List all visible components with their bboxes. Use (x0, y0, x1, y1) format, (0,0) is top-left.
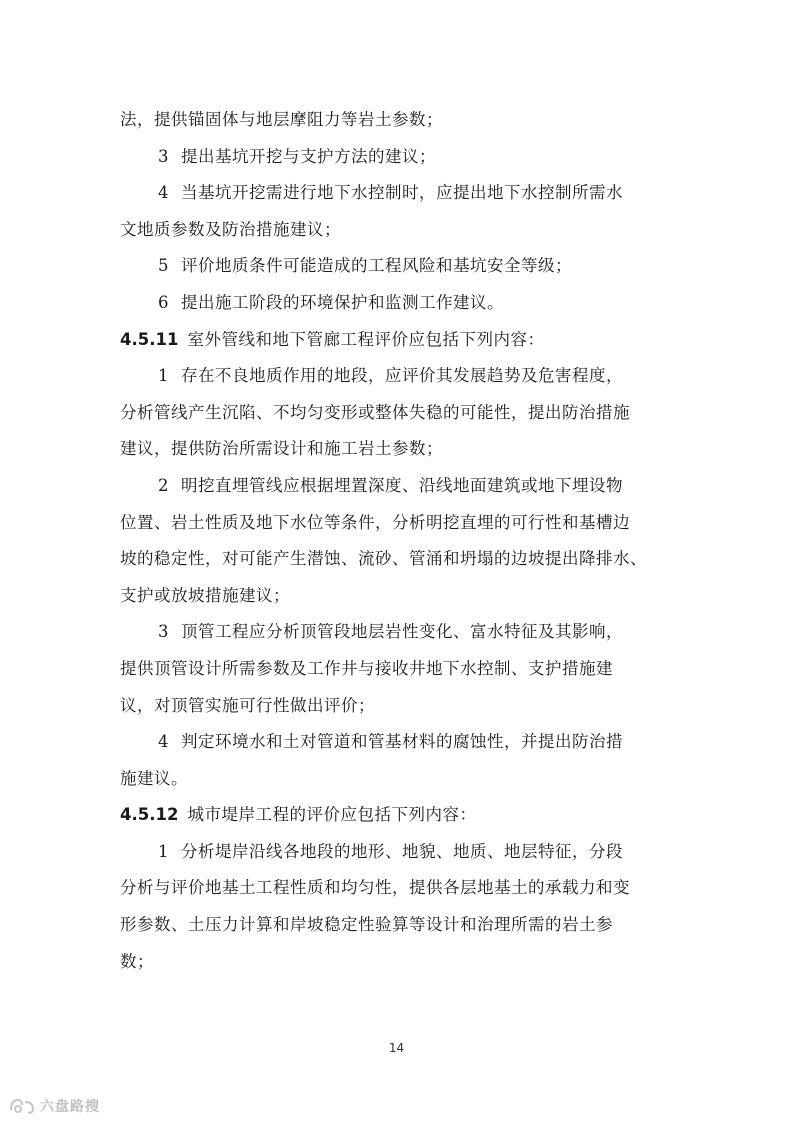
clause-number: 4.5.12 (120, 805, 179, 825)
list-item: 6 提出施工阶段的环境保护和监测工作建议。 (158, 292, 504, 312)
text-line: 支护或放坡措施建议； (120, 585, 290, 605)
list-item: 4 当基坑开挖需进行地下水控制时，应提出地下水控制所需水 (158, 183, 623, 203)
watermark (8, 1096, 100, 1116)
text-line: 形参数、土压力计算和岸坡稳定性验算等设计和治理所需的岩土参 (120, 915, 613, 935)
text-line: 位置、岩土性质及地下水位等条件，分析明挖直埋的可行性和基槽边 (120, 512, 630, 532)
watermark-text: 六盘路搜 (40, 1099, 100, 1115)
list-item: 1 存在不良地质作用的地段，应评价其发展趋势及危害程度， (158, 366, 623, 386)
page-number: 14 (388, 1041, 405, 1055)
text-line: 分析管线产生沉陷、不均匀变形或整体失稳的可能性，提出防治措施 (120, 402, 630, 422)
item-number: 2 (158, 475, 169, 495)
item-number: 4 (158, 732, 169, 752)
list-item: 1 分析堤岸沿线各地段的地形、地貌、地质、地层特征，分段 (158, 841, 623, 861)
item-number: 1 (158, 841, 169, 861)
item-number: 4 (158, 183, 169, 203)
text-line: 议，对顶管实施可行性做出评价； (120, 695, 375, 715)
text-line: 坡的稳定性，对可能产生潜蚀、流砂、管涌和坍塌的边坡提出降排水、 (120, 549, 647, 569)
list-item: 5 评价地质条件可能造成的工程风险和基坑安全等级； (158, 256, 572, 276)
text-line: 施建议。 (120, 768, 188, 788)
text-line: 提供顶管设计所需参数及工作井与接收井地下水控制、支护措施建 (120, 658, 613, 678)
item-number: 6 (158, 292, 169, 312)
clause-heading: 4.5.12 城市堤岸工程的评价应包括下列内容： (120, 805, 477, 825)
list-item: 2 明挖直埋管线应根据埋置深度、沿线地面建筑或地下埋设物 (158, 475, 623, 495)
item-number: 3 (158, 622, 169, 642)
clause-heading: 4.5.11 室外管线和地下管廊工程评价应包括下列内容： (120, 329, 545, 349)
item-number: 1 (158, 366, 169, 386)
text-line: 建议，提供防治所需设计和施工岩土参数； (120, 439, 443, 459)
watermark-logo-icon (8, 1096, 36, 1116)
item-number: 3 (158, 146, 169, 166)
text-line: 分析与评价地基土工程性质和均匀性，提供各层地基土的承载力和变 (120, 878, 630, 898)
list-item: 3 顶管工程应分析顶管段地层岩性变化、富水特征及其影响， (158, 622, 623, 642)
text-line: 数； (120, 951, 154, 971)
item-number: 5 (158, 256, 169, 276)
document-body (120, 102, 676, 980)
clause-number: 4.5.11 (120, 329, 179, 349)
text-line: 法，提供锚固体与地层摩阻力等岩土参数； (120, 110, 443, 129)
list-item: 4 判定环境水和土对管道和管基材料的腐蚀性，并提出防治措 (158, 732, 623, 752)
text-line: 文地质参数及防治措施建议； (120, 219, 341, 239)
list-item: 3 提出基坑开挖与支护方法的建议； (158, 146, 436, 166)
